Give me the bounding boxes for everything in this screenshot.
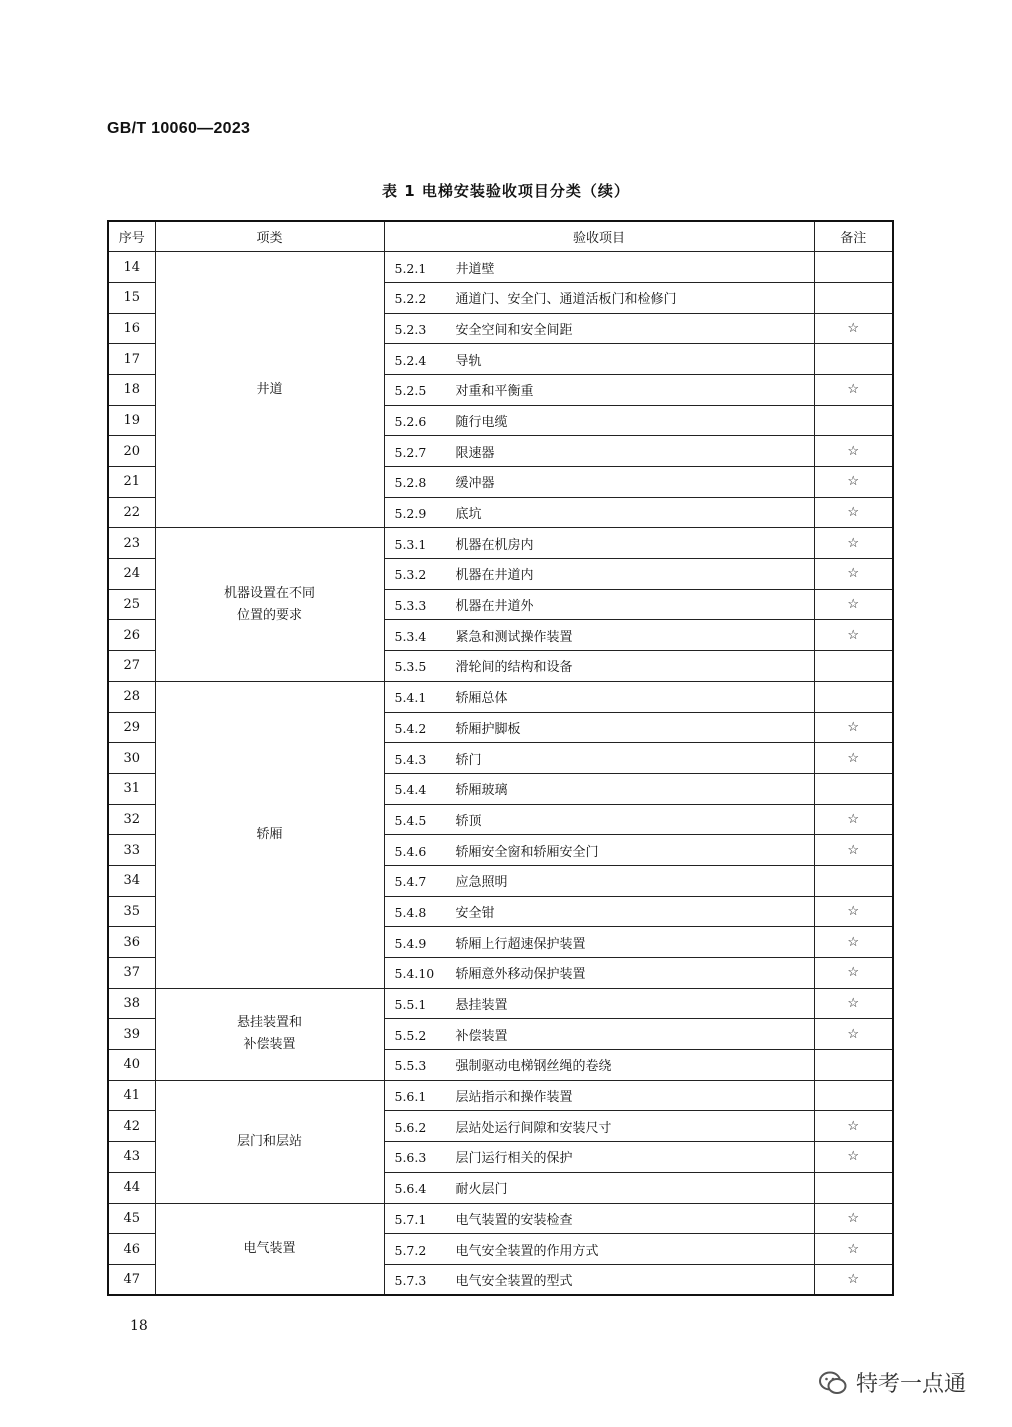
row-serial: 15 bbox=[108, 282, 155, 313]
row-category: 电气装置 bbox=[155, 1203, 384, 1295]
row-category: 轿厢 bbox=[155, 681, 384, 988]
item-code: 5.4.9 bbox=[394, 935, 427, 951]
item-code: 5.6.3 bbox=[394, 1150, 427, 1166]
item-name: 紧急和测试操作装置 bbox=[455, 629, 573, 645]
item-code: 5.2.9 bbox=[394, 506, 427, 522]
item-name: 安全空间和安全间距 bbox=[455, 322, 573, 338]
row-item bbox=[384, 681, 814, 712]
row-item bbox=[384, 773, 814, 804]
item-name: 轿顶 bbox=[455, 813, 482, 829]
item-code: 5.4.10 bbox=[394, 966, 435, 982]
item-code: 5.4.1 bbox=[394, 690, 427, 706]
row-note-star: ☆ bbox=[814, 589, 893, 620]
row-note-star bbox=[814, 865, 893, 896]
row-note-star: ☆ bbox=[814, 374, 893, 405]
item-name: 滑轮间的结构和设备 bbox=[455, 660, 573, 676]
row-category: 机器设置在不同 位置的要求 bbox=[155, 528, 384, 681]
item-name: 悬挂装置 bbox=[455, 998, 508, 1014]
item-code: 5.2.2 bbox=[394, 291, 427, 307]
item-name: 层站处运行间隙和安装尺寸 bbox=[455, 1120, 612, 1136]
row-serial: 27 bbox=[108, 651, 155, 682]
row-serial: 47 bbox=[108, 1264, 155, 1295]
row-item bbox=[384, 282, 814, 313]
row-item bbox=[384, 528, 814, 559]
item-code: 5.5.1 bbox=[394, 997, 427, 1013]
table-row bbox=[108, 528, 893, 559]
item-code: 5.2.8 bbox=[394, 475, 427, 491]
item-code: 5.7.1 bbox=[394, 1211, 427, 1227]
row-serial: 19 bbox=[108, 405, 155, 436]
header-serial: 序号 bbox=[108, 221, 155, 252]
item-code: 5.2.7 bbox=[394, 444, 427, 460]
table-row bbox=[108, 988, 893, 1019]
table-row bbox=[108, 252, 893, 283]
row-serial: 46 bbox=[108, 1234, 155, 1265]
row-item bbox=[384, 374, 814, 405]
item-name: 限速器 bbox=[455, 445, 495, 461]
row-serial: 29 bbox=[108, 712, 155, 743]
row-item bbox=[384, 559, 814, 590]
item-code: 5.4.6 bbox=[394, 843, 427, 859]
item-name: 井道壁 bbox=[455, 261, 495, 277]
row-item bbox=[384, 896, 814, 927]
row-note-star: ☆ bbox=[814, 988, 893, 1019]
watermark-text: 特考一点通 bbox=[856, 1372, 967, 1397]
item-name: 安全钳 bbox=[455, 905, 495, 921]
item-code: 5.6.2 bbox=[394, 1119, 427, 1135]
row-note-star bbox=[814, 773, 893, 804]
item-code: 5.5.3 bbox=[394, 1058, 427, 1074]
row-item bbox=[384, 835, 814, 866]
row-item bbox=[384, 436, 814, 467]
row-item bbox=[384, 313, 814, 344]
item-code: 5.2.6 bbox=[394, 413, 427, 429]
row-serial: 24 bbox=[108, 559, 155, 590]
row-serial: 25 bbox=[108, 589, 155, 620]
item-code: 5.6.4 bbox=[394, 1181, 427, 1197]
row-note-star: ☆ bbox=[814, 1264, 893, 1295]
item-name: 机器在机房内 bbox=[455, 537, 534, 553]
row-note-star: ☆ bbox=[814, 313, 893, 344]
row-note-star: ☆ bbox=[814, 436, 893, 467]
row-serial: 40 bbox=[108, 1050, 155, 1081]
item-name: 对重和平衡重 bbox=[455, 384, 534, 400]
row-item bbox=[384, 1203, 814, 1234]
item-name: 通道门、安全门、通道活板门和检修门 bbox=[455, 292, 677, 308]
row-serial: 39 bbox=[108, 1019, 155, 1050]
table-row bbox=[108, 681, 893, 712]
row-item bbox=[384, 865, 814, 896]
item-name: 轿门 bbox=[455, 752, 482, 768]
row-category: 悬挂装置和 补偿装置 bbox=[155, 988, 384, 1080]
row-note-star: ☆ bbox=[814, 1203, 893, 1234]
item-name: 补偿装置 bbox=[455, 1028, 508, 1044]
header-category: 项类 bbox=[155, 221, 384, 252]
row-serial: 14 bbox=[108, 252, 155, 283]
row-serial: 23 bbox=[108, 528, 155, 559]
row-serial: 38 bbox=[108, 988, 155, 1019]
row-item bbox=[384, 743, 814, 774]
row-item bbox=[384, 1019, 814, 1050]
row-note-star: ☆ bbox=[814, 1234, 893, 1265]
item-name: 缓冲器 bbox=[455, 476, 495, 492]
row-item bbox=[384, 988, 814, 1019]
row-serial: 18 bbox=[108, 374, 155, 405]
item-code: 5.3.4 bbox=[394, 628, 427, 644]
row-serial: 20 bbox=[108, 436, 155, 467]
row-note-star: ☆ bbox=[814, 528, 893, 559]
item-name: 电气安全装置的作用方式 bbox=[455, 1243, 599, 1259]
row-serial: 21 bbox=[108, 467, 155, 498]
item-name: 轿厢意外移动保护装置 bbox=[455, 967, 586, 983]
row-note-star bbox=[814, 1050, 893, 1081]
item-code: 5.2.1 bbox=[394, 260, 427, 276]
row-serial: 41 bbox=[108, 1080, 155, 1111]
item-name: 底坑 bbox=[455, 507, 482, 523]
row-note-star bbox=[814, 344, 893, 375]
row-item bbox=[384, 927, 814, 958]
item-code: 5.4.2 bbox=[394, 720, 427, 736]
row-item bbox=[384, 589, 814, 620]
row-note-star: ☆ bbox=[814, 497, 893, 528]
row-note-star bbox=[814, 1172, 893, 1203]
acceptance-table bbox=[107, 220, 894, 1296]
item-code: 5.6.1 bbox=[394, 1089, 427, 1105]
row-item bbox=[384, 405, 814, 436]
row-serial: 33 bbox=[108, 835, 155, 866]
wechat-icon bbox=[818, 1370, 848, 1396]
item-name: 机器在井道外 bbox=[455, 599, 534, 615]
item-name: 轿厢上行超速保护装置 bbox=[455, 936, 586, 952]
row-note-star: ☆ bbox=[814, 896, 893, 927]
row-note-star: ☆ bbox=[814, 559, 893, 590]
item-name: 层站指示和操作装置 bbox=[455, 1090, 573, 1106]
row-serial: 44 bbox=[108, 1172, 155, 1203]
row-item bbox=[384, 1264, 814, 1295]
row-note-star: ☆ bbox=[814, 1019, 893, 1050]
table-title: 表 1 电梯安装验收项目分类（续） bbox=[382, 182, 630, 200]
item-name: 随行电缆 bbox=[455, 414, 508, 430]
row-serial: 36 bbox=[108, 927, 155, 958]
standard-code: GB/T 10060—2023 bbox=[107, 120, 251, 137]
header-item: 验收项目 bbox=[384, 221, 814, 252]
row-note-star bbox=[814, 282, 893, 313]
row-item bbox=[384, 1050, 814, 1081]
row-note-star: ☆ bbox=[814, 743, 893, 774]
row-serial: 45 bbox=[108, 1203, 155, 1234]
row-item bbox=[384, 804, 814, 835]
item-name: 机器在井道内 bbox=[455, 568, 534, 584]
row-serial: 30 bbox=[108, 743, 155, 774]
item-code: 5.7.3 bbox=[394, 1272, 427, 1288]
row-item bbox=[384, 344, 814, 375]
row-note-star: ☆ bbox=[814, 467, 893, 498]
table-body bbox=[108, 252, 893, 1295]
item-name: 强制驱动电梯钢丝绳的卷绕 bbox=[455, 1059, 612, 1075]
item-code: 5.5.2 bbox=[394, 1027, 427, 1043]
item-name: 轿厢护脚板 bbox=[455, 721, 521, 737]
item-name: 电气安全装置的型式 bbox=[455, 1273, 573, 1289]
row-serial: 37 bbox=[108, 958, 155, 989]
row-item bbox=[384, 252, 814, 283]
item-code: 5.3.5 bbox=[394, 659, 427, 675]
item-code: 5.7.2 bbox=[394, 1242, 427, 1258]
row-note-star: ☆ bbox=[814, 958, 893, 989]
row-serial: 26 bbox=[108, 620, 155, 651]
item-code: 5.2.5 bbox=[394, 383, 427, 399]
row-item bbox=[384, 1111, 814, 1142]
item-name: 耐火层门 bbox=[455, 1182, 508, 1198]
item-name: 轿厢玻璃 bbox=[455, 783, 508, 799]
page-number: 18 bbox=[130, 1318, 148, 1334]
row-note-star: ☆ bbox=[814, 712, 893, 743]
watermark bbox=[818, 1367, 966, 1398]
row-note-star: ☆ bbox=[814, 1142, 893, 1173]
row-note-star: ☆ bbox=[814, 804, 893, 835]
row-item bbox=[384, 958, 814, 989]
row-note-star: ☆ bbox=[814, 835, 893, 866]
row-note-star bbox=[814, 405, 893, 436]
row-serial: 16 bbox=[108, 313, 155, 344]
item-name: 电气装置的安装检查 bbox=[455, 1212, 573, 1228]
row-item bbox=[384, 1172, 814, 1203]
row-category: 井道 bbox=[155, 252, 384, 528]
table-header-row bbox=[108, 221, 893, 252]
row-item bbox=[384, 1142, 814, 1173]
row-note-star: ☆ bbox=[814, 1111, 893, 1142]
row-serial: 34 bbox=[108, 865, 155, 896]
row-item bbox=[384, 651, 814, 682]
row-serial: 32 bbox=[108, 804, 155, 835]
item-code: 5.2.4 bbox=[394, 352, 427, 368]
table-row bbox=[108, 1203, 893, 1234]
row-item bbox=[384, 1234, 814, 1265]
row-item bbox=[384, 497, 814, 528]
row-serial: 17 bbox=[108, 344, 155, 375]
row-serial: 42 bbox=[108, 1111, 155, 1142]
header-note: 备注 bbox=[814, 221, 893, 252]
row-note-star bbox=[814, 1080, 893, 1111]
item-name: 轿厢安全窗和轿厢安全门 bbox=[455, 844, 599, 860]
row-serial: 31 bbox=[108, 773, 155, 804]
item-code: 5.3.3 bbox=[394, 598, 427, 614]
item-code: 5.3.1 bbox=[394, 536, 427, 552]
row-item bbox=[384, 467, 814, 498]
row-serial: 28 bbox=[108, 681, 155, 712]
item-name: 层门运行相关的保护 bbox=[455, 1151, 573, 1167]
row-category: 层门和层站 bbox=[155, 1080, 384, 1203]
row-note-star bbox=[814, 681, 893, 712]
row-item bbox=[384, 712, 814, 743]
item-code: 5.2.3 bbox=[394, 321, 427, 337]
item-name: 轿厢总体 bbox=[455, 691, 508, 707]
item-code: 5.4.8 bbox=[394, 904, 427, 920]
item-code: 5.4.5 bbox=[394, 812, 427, 828]
row-serial: 22 bbox=[108, 497, 155, 528]
row-item bbox=[384, 1080, 814, 1111]
row-note-star: ☆ bbox=[814, 927, 893, 958]
item-name: 导轨 bbox=[455, 353, 482, 369]
row-note-star bbox=[814, 252, 893, 283]
item-code: 5.3.2 bbox=[394, 567, 427, 583]
table-row bbox=[108, 1080, 893, 1111]
row-note-star: ☆ bbox=[814, 620, 893, 651]
item-code: 5.4.4 bbox=[394, 782, 427, 798]
row-serial: 35 bbox=[108, 896, 155, 927]
row-item bbox=[384, 620, 814, 651]
item-code: 5.4.7 bbox=[394, 874, 427, 890]
item-name: 应急照明 bbox=[455, 875, 508, 891]
row-serial: 43 bbox=[108, 1142, 155, 1173]
item-code: 5.4.3 bbox=[394, 751, 427, 767]
row-note-star bbox=[814, 651, 893, 682]
